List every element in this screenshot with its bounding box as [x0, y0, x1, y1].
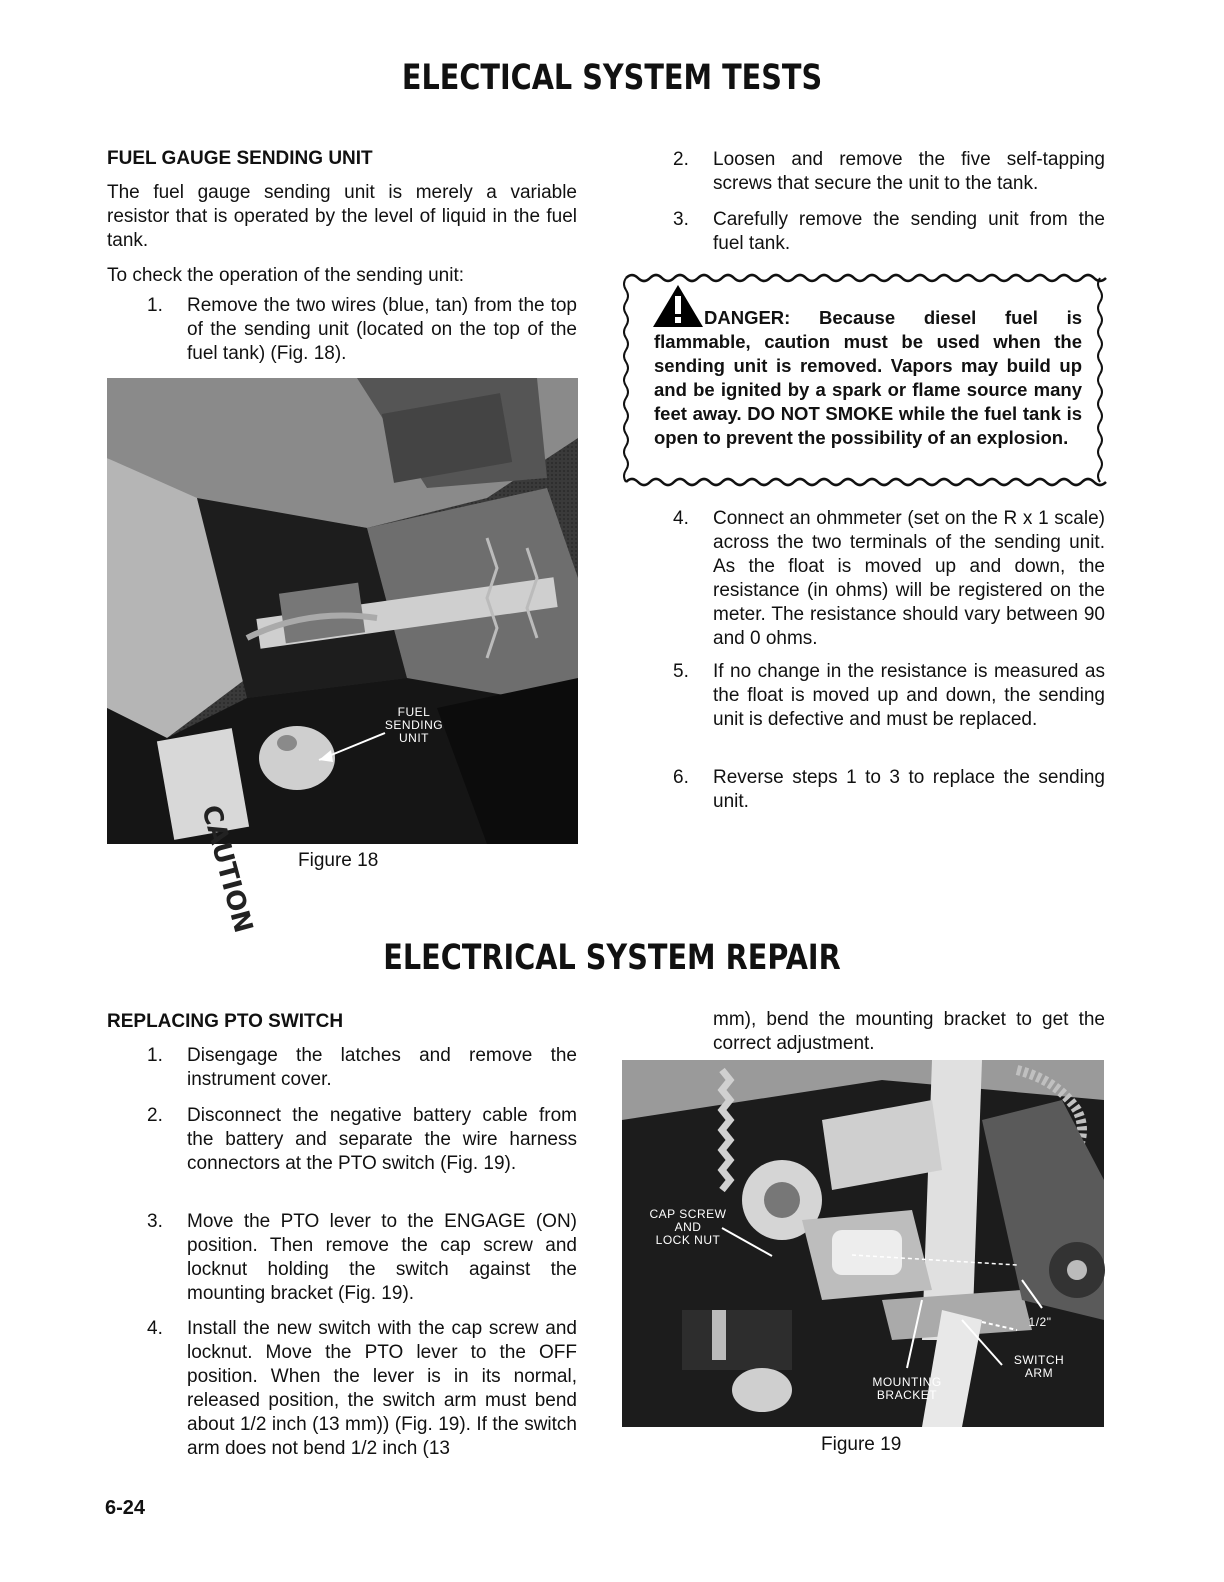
fuel-step-5 [673, 660, 1105, 756]
intro-paragraph: The fuel gauge sending unit is merely a variable resistor that is operated by the level of liquid in the fuel tank. [107, 182, 577, 251]
photo-label-half-inch: 1/2" [1028, 1315, 1052, 1329]
step-text: Carefully remove the sending unit from the fuel tank. [713, 209, 1105, 254]
step-number: 2. [673, 149, 689, 170]
step-text: Reverse steps 1 to 3 to replace the sending unit. [713, 767, 1105, 812]
danger-text: DANGER: Because diesel fuel is flammable, caution must be used when the sending unit is removed. Vapors may build up and be ignited by a spark or flame source many feet away. DO NOT SMOKE while the fuel tank is open to prevent the possibility of an explosion. [654, 307, 1082, 448]
step-number: 1. [147, 1045, 163, 1066]
photo-label-switch-arm: SWITCH ARM [1013, 1353, 1065, 1380]
step-number: 4. [673, 508, 689, 529]
svg-text:CAUTION: CAUTION [195, 802, 259, 937]
pto-step-4-continuation: mm), bend the mounting bracket to get the correct adjustment. [713, 1009, 1105, 1054]
step-text: Move the PTO lever to the ENGAGE (ON) position. Then remove the cap screw and locknut holding the switch against the mounting bracket (Fig. 19). [187, 1211, 577, 1304]
fuel-step-1 [147, 294, 577, 366]
step-number: 6. [673, 767, 689, 788]
pto-step-3 [147, 1210, 577, 1306]
pto-step-2 [147, 1104, 577, 1200]
pto-step-1 [147, 1044, 577, 1092]
fuel-step-4 [673, 507, 1105, 651]
page-title-repair: ELECTRICAL SYSTEM REPAIR [383, 938, 841, 978]
photo-label-cap-screw: CAP SCREW AND LOCK NUT [649, 1207, 727, 1247]
step-number: 3. [147, 1211, 163, 1232]
step-number: 3. [673, 209, 689, 230]
step-text: Install the new switch with the cap screw and locknut. Move the PTO lever to the OFF position. When the lever is in its normal, released position, the switch arm must bend about 1/2 inch (13 mm)) (Fig. 19). If the switch arm does not bend 1/2 inch (13 [187, 1318, 577, 1459]
step-text: Disengage the latches and remove the instrument cover. [187, 1045, 577, 1090]
figure-19-photo [622, 1060, 1104, 1427]
section-title-pto-switch: REPLACING PTO SWITCH [107, 1011, 344, 1032]
fuel-step-6 [673, 766, 1105, 814]
photo-label-fuel-sending-unit: FUEL SENDING UNIT [384, 705, 444, 745]
fuel-step-3 [673, 208, 1105, 256]
figure-19-caption: Figure 19 [821, 1434, 902, 1455]
section-title-fuel-gauge: FUEL GAUGE SENDING UNIT [107, 148, 373, 169]
check-line: To check the operation of the sending unit: [107, 265, 465, 286]
step-text: If no change in the resistance is measured as the float is moved up and down, the sending unit is defective and must be replaced. [713, 661, 1105, 730]
danger-box [622, 268, 1106, 492]
step-text: Loosen and remove the five self-tapping screws that secure the unit to the tank. [713, 149, 1105, 194]
pto-step-4 [147, 1317, 577, 1461]
step-number: 2. [147, 1105, 163, 1126]
page-number: 6-24 [105, 1497, 146, 1519]
step-text: Disconnect the negative battery cable from the battery and separate the wire harness connectors at the PTO switch (Fig. 19). [187, 1105, 577, 1174]
page-title-tests: ELECTICAL SYSTEM TESTS [401, 58, 823, 98]
figure-18-caption: Figure 18 [298, 850, 379, 871]
step-number: 1. [147, 295, 163, 316]
photo-label-mounting-bracket: MOUNTING BRACKET [872, 1375, 942, 1402]
fuel-step-2 [673, 148, 1105, 196]
step-number: 4. [147, 1318, 163, 1339]
step-text: Remove the two wires (blue, tan) from the top of the sending unit (located on the top of the fuel tank) (Fig. 18). [187, 295, 577, 364]
step-number: 5. [673, 661, 689, 682]
step-text: Connect an ohmmeter (set on the R x 1 scale) across the two terminals of the sending unit. As the float is moved up and down, the resistance (in ohms) will be registered on the meter. The resistance should vary between 90 and 0 ohms. [713, 508, 1105, 649]
